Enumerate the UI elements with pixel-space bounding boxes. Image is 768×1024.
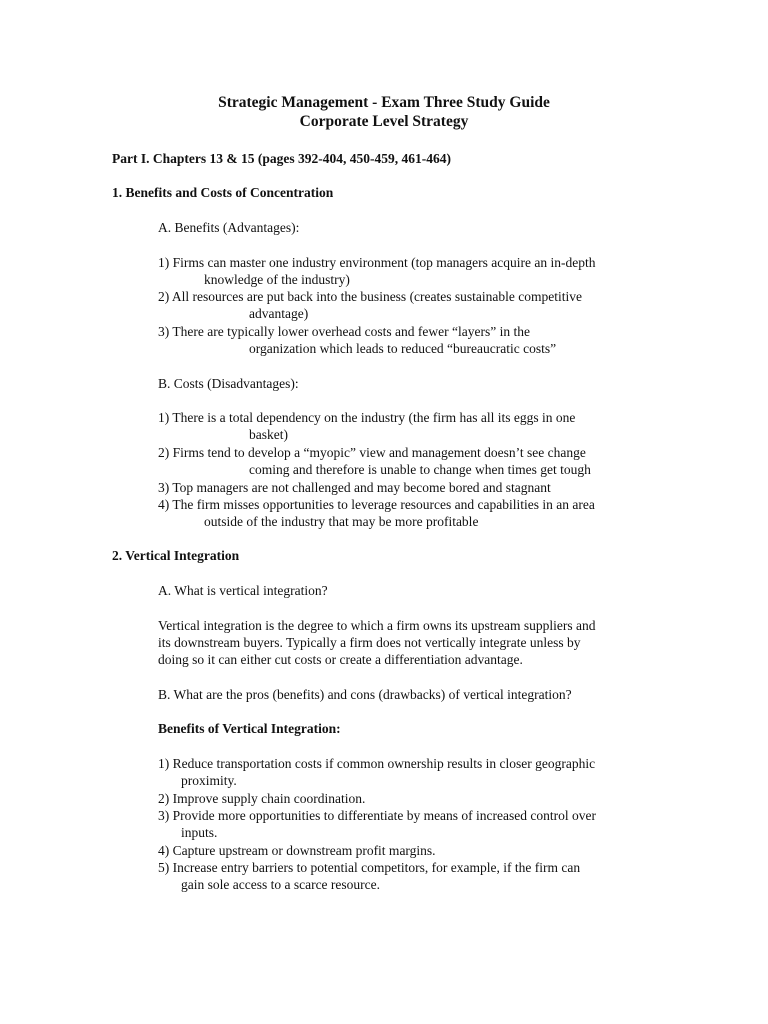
list-item: 4) The firm misses opportunities to leverage resources and capabilities in an area (158, 497, 595, 512)
list-item-continuation: basket) (249, 427, 288, 442)
list-item: 3) Provide more opportunities to differentiate by means of increased control over (158, 808, 596, 823)
section-heading: 2. Vertical Integration (112, 548, 240, 563)
list-item-continuation: gain sole access to a scarce resource. (181, 877, 381, 892)
list-item: 1) Firms can master one industry environment (top managers acquire an in-depth (158, 255, 596, 270)
list-item: 1) Reduce transportation costs if common ownership results in closer geographic (158, 756, 596, 771)
list-item: 3) There are typically lower overhead costs and fewer “layers” in the (158, 324, 530, 339)
document-subtitle: Corporate Level Strategy (299, 113, 469, 130)
list-item: 3) Top managers are not challenged and may become bored and stagnant (158, 480, 551, 495)
list-item-continuation: proximity. (181, 773, 237, 788)
subsection-label: A. Benefits (Advantages): (158, 220, 300, 235)
list-item-continuation: inputs. (181, 825, 218, 840)
list-item-continuation: outside of the industry that may be more profitable (204, 514, 479, 529)
list-item: 4) Capture upstream or downstream profit margins. (158, 843, 436, 858)
list-item-continuation: coming and therefore is unable to change when times get tough (249, 462, 591, 477)
list-item-continuation: knowledge of the industry) (204, 272, 350, 287)
list-item: 5) Increase entry barriers to potential competitors, for example, if the firm can (158, 860, 581, 875)
list-item: 1) There is a total dependency on the industry (the firm has all its eggs in one (158, 410, 576, 425)
list-item: 2) Firms tend to develop a “myopic” view and management doesn’t see change (158, 445, 586, 460)
benefits-heading: Benefits of Vertical Integration: (158, 721, 341, 736)
part-heading: Part I. Chapters 13 & 15 (pages 392-404, 450-459, 461-464) (112, 151, 451, 166)
list-item: 2) Improve supply chain coordination. (158, 791, 366, 806)
list-item: 2) All resources are put back into the business (creates sustainable competitive (158, 289, 582, 304)
paragraph-line: doing so it can either cut costs or create a differentiation advantage. (158, 652, 523, 667)
paragraph-line: Vertical integration is the degree to which a firm owns its upstream suppliers and (158, 618, 596, 633)
subsection-label: B. What are the pros (benefits) and cons (drawbacks) of vertical integration? (158, 687, 572, 702)
document-title: Strategic Management - Exam Three Study Guide (218, 94, 550, 111)
section-heading: 1. Benefits and Costs of Concentration (112, 185, 334, 200)
list-item-continuation: organization which leads to reduced “bureaucratic costs” (249, 341, 557, 356)
subsection-label: B. Costs (Disadvantages): (158, 376, 299, 391)
list-item-continuation: advantage) (249, 306, 309, 321)
paragraph-line: its downstream buyers. Typically a firm does not vertically integrate unless by (158, 635, 581, 650)
subsection-label: A. What is vertical integration? (158, 583, 328, 598)
